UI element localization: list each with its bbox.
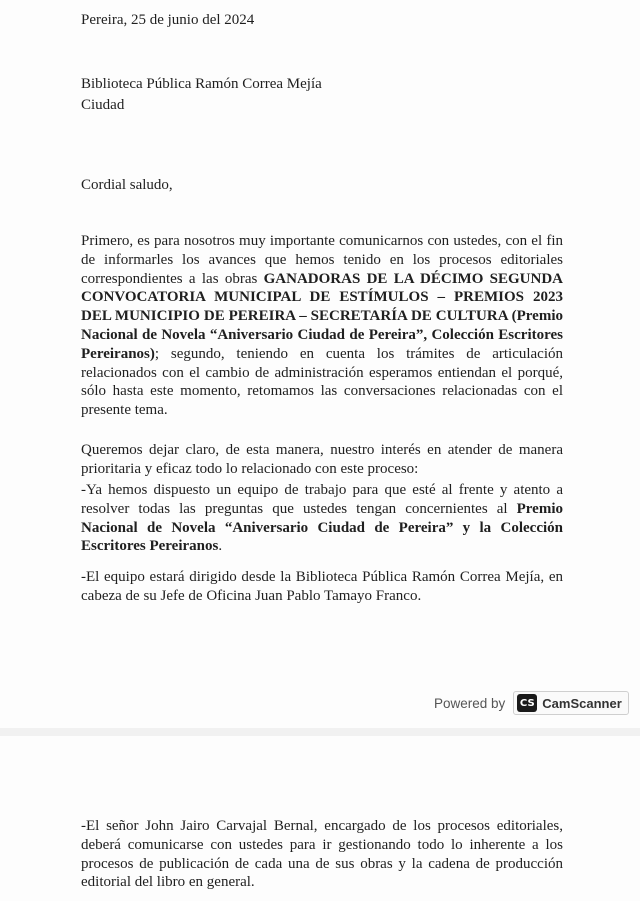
camscanner-brand: CamScanner — [542, 695, 622, 711]
document-page-2 — [0, 736, 640, 901]
paragraph-interest: Queremos dejar claro, de esta manera, nuestro interés en atender de manera prioritaria y eficaz todo lo relacionado con este proceso: — [81, 442, 563, 477]
page-separator — [0, 728, 640, 736]
camscanner-logo — [513, 691, 628, 715]
place-date: Pereira, 25 de junio del 2024 — [81, 12, 255, 28]
paragraph-editor: -El señor John Jairo Carvajal Bernal, encargado de los procesos editoriales, deberá comunicarse con ustedes para ir gestionando todo lo inherente a los procesos de publicación de cada una de sus obras y la cadena de producción editorial del libro en general. — [81, 818, 563, 891]
camscanner-watermark — [434, 689, 630, 717]
premio-bold-text: Premio Nacional de Novela “Aniversario Ciudad de Pereira” y la Colección Escritores Pereiranos — [81, 500, 563, 555]
recipient-name: Biblioteca Pública Ramón Correa Mejía — [81, 76, 322, 92]
awards-bold-text: GANADORAS DE LA DÉCIMO SEGUNDA CONVOCATORIA MUNICIPAL DE ESTÍMULOS – PREMIOS 2023 DEL MUNICIPIO DE PEREIRA – SECRETARÍA DE CULTURA (Premio Nacional de Novela “Aniversario Ciudad de Pereira”, Colección Escritores Pereiranos) — [81, 270, 563, 362]
camscanner-icon: CS — [517, 694, 537, 712]
recipient-city: Ciudad — [81, 97, 125, 113]
paragraph-team: -Ya hemos dispuesto un equipo de trabajo para que esté al frente y atento a resolver todas las preguntas que ustedes tengan concernientes al Premio Nacional de Novela “Aniversario Ciudad de Pereira” y la Colección Escritores Pereiranos. — [81, 482, 563, 555]
paragraph-director: -El equipo estará dirigido desde la Biblioteca Pública Ramón Correa Mejía, en cabeza de su Jefe de Oficina Juan Pablo Tamayo Franco. — [81, 569, 563, 604]
greeting: Cordial saludo, — [81, 177, 173, 193]
paragraph-intro: Primero, es para nosotros muy importante comunicarnos con ustedes, con el fin de informarles los avances que hemos tenido en los procesos editoriales correspondientes a las obras GANADORAS DE LA DÉCIMO SEGUNDA CONVOCATORIA MUNICIPAL DE ESTÍMULOS – PREMIOS 2023 DEL MUNICIPIO DE PEREIRA – SECRETARÍA DE CULTURA (Premio Nacional de Novela “Aniversario Ciudad de Pereira”, Colección Escritores Pereiranos); segundo, teniendo en cuenta los trámites de articulación relacionados con el cambio de administración esperamos entiendan el porqué, sólo hasta este momento, retomamos las conversaciones relacionadas con el presente tema. — [81, 233, 563, 419]
powered-by-label: Powered by — [434, 695, 506, 711]
